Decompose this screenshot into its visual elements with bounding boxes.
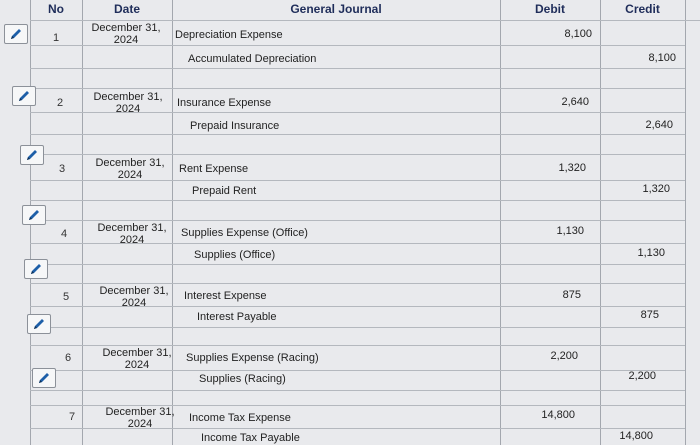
row-divider	[30, 154, 685, 155]
pencil-icon	[29, 262, 43, 276]
debit-amount[interactable]: 1,320	[558, 162, 586, 174]
row-divider	[30, 264, 685, 265]
entry-date-line1: December 31,	[93, 91, 163, 103]
row-divider	[30, 327, 685, 328]
credit-amount[interactable]: 8,100	[648, 52, 676, 64]
credit-account[interactable]: Prepaid Rent	[192, 185, 257, 197]
debit-amount[interactable]: 1,130	[556, 225, 584, 237]
debit-account[interactable]: Interest Expense	[184, 290, 267, 302]
entry-date-line1: December 31,	[102, 347, 172, 359]
entry-date-line2: 2024	[121, 297, 147, 309]
credit-amount[interactable]: 2,640	[645, 119, 673, 131]
entry-date-line2: 2024	[124, 359, 150, 371]
row-divider	[30, 283, 685, 284]
entry-date	[91, 347, 183, 371]
credit-account[interactable]: Prepaid Insurance	[190, 120, 280, 132]
header-credit: Credit	[600, 0, 685, 21]
debit-account[interactable]: Rent Expense	[179, 163, 249, 175]
entry-date-line1: December 31,	[105, 406, 175, 418]
entry-date	[80, 22, 172, 46]
credit-amount[interactable]: 875	[640, 309, 659, 321]
entry-date	[94, 406, 186, 430]
debit-amount[interactable]: 14,800	[541, 409, 575, 421]
credit-account[interactable]: Income Tax Payable	[201, 432, 300, 444]
edit-entry-button[interactable]	[24, 259, 48, 279]
entry-date-line2: 2024	[119, 234, 145, 246]
entry-date	[86, 222, 178, 246]
edit-entry-button[interactable]	[12, 86, 36, 106]
entry-date-line2: 2024	[115, 103, 141, 115]
edit-entry-button[interactable]	[22, 205, 46, 225]
entry-number: 3	[58, 163, 66, 175]
row-divider	[30, 200, 685, 201]
entry-number: 2	[56, 97, 64, 109]
row-divider	[30, 134, 685, 135]
credit-amount[interactable]: 1,130	[637, 247, 665, 259]
edit-entry-button[interactable]	[32, 368, 56, 388]
credit-account[interactable]: Supplies (Racing)	[199, 373, 286, 385]
debit-account[interactable]: Supplies Expense (Racing)	[186, 352, 319, 364]
pencil-icon	[25, 148, 39, 162]
pencil-icon	[9, 27, 23, 41]
pencil-icon	[27, 208, 41, 222]
debit-amount[interactable]: 2,200	[550, 350, 578, 362]
entry-date-line2: 2024	[127, 418, 153, 430]
entry-number: 4	[60, 228, 68, 240]
credit-amount[interactable]: 14,800	[619, 430, 653, 442]
debit-amount[interactable]: 2,640	[561, 96, 589, 108]
entry-date	[82, 91, 174, 115]
header-general-journal: General Journal	[172, 0, 500, 21]
entry-number: 7	[68, 411, 76, 423]
entry-date	[84, 157, 176, 181]
debit-account[interactable]: Income Tax Expense	[189, 412, 291, 424]
pencil-icon	[37, 371, 51, 385]
header-date: Date	[82, 0, 172, 21]
column-divider	[685, 0, 686, 445]
row-divider	[30, 345, 685, 346]
row-divider	[30, 220, 685, 221]
credit-account[interactable]: Accumulated Depreciation	[188, 53, 317, 65]
entry-number: 6	[64, 352, 72, 364]
column-divider	[82, 0, 83, 445]
debit-account[interactable]: Insurance Expense	[177, 97, 272, 109]
edit-entry-button[interactable]	[4, 24, 28, 44]
entry-date-line2: 2024	[113, 34, 139, 46]
credit-account[interactable]: Interest Payable	[197, 311, 277, 323]
pencil-icon	[32, 317, 46, 331]
entry-date-line2: 2024	[117, 169, 143, 181]
entry-date	[88, 285, 180, 309]
edit-entry-button[interactable]	[20, 145, 44, 165]
entry-date-line1: December 31,	[95, 157, 165, 169]
debit-account[interactable]: Supplies Expense (Office)	[181, 227, 308, 239]
row-divider	[30, 390, 685, 391]
entry-date-line1: December 31,	[99, 285, 169, 297]
row-divider	[30, 68, 685, 69]
pencil-icon	[17, 89, 31, 103]
debit-amount[interactable]: 875	[562, 289, 581, 301]
entry-number: 1	[52, 32, 60, 44]
credit-account[interactable]: Supplies (Office)	[194, 249, 276, 261]
row-divider	[30, 88, 685, 89]
header-no: No	[30, 0, 82, 21]
entry-number: 5	[62, 291, 70, 303]
debit-amount[interactable]: 8,100	[564, 28, 592, 40]
entry-date-line1: December 31,	[91, 22, 161, 34]
credit-amount[interactable]: 2,200	[628, 370, 656, 382]
column-divider	[500, 0, 501, 445]
debit-account[interactable]: Depreciation Expense	[175, 29, 283, 41]
header-debit: Debit	[500, 0, 600, 21]
row-divider	[30, 20, 700, 21]
edit-entry-button[interactable]	[27, 314, 51, 334]
credit-amount[interactable]: 1,320	[642, 183, 670, 195]
entry-date-line1: December 31,	[97, 222, 167, 234]
